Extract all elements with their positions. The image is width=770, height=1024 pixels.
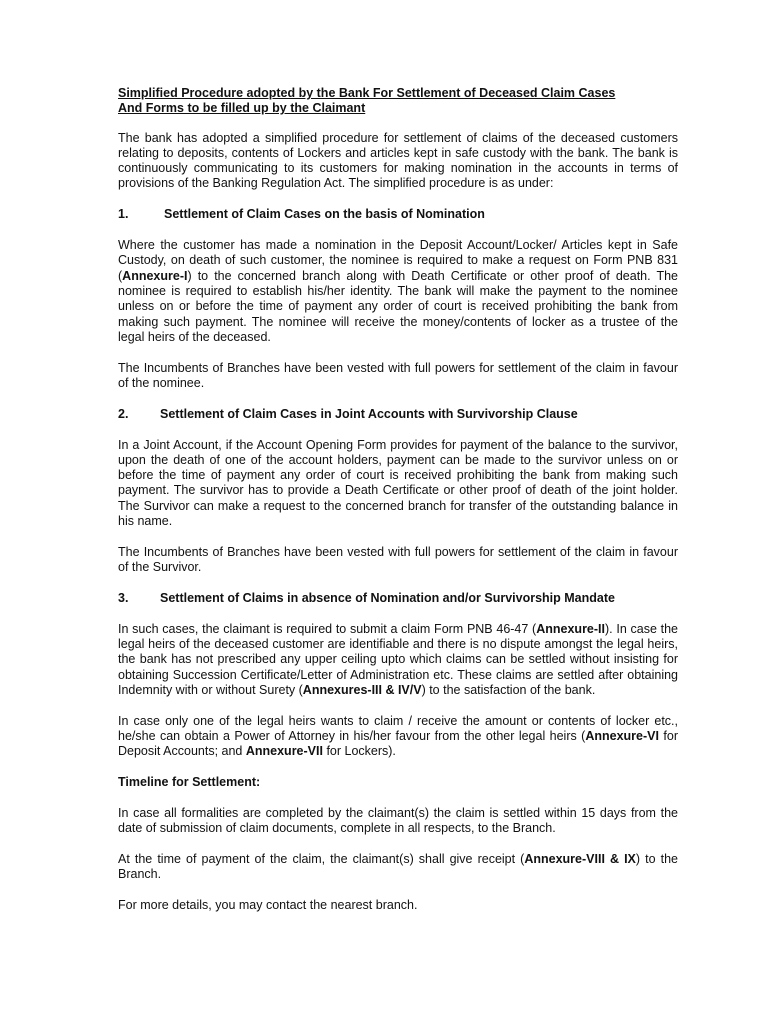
section-2-paragraph-2: The Incumbents of Branches have been vested with full powers for settlement of the claim in favour of the Survivor. [118, 544, 678, 575]
section-1-paragraph-2: The Incumbents of Branches have been vested with full powers for settlement of the claim in favour of the nominee. [118, 360, 678, 390]
title-spacer [118, 117, 678, 131]
section-1-title: Settlement of Claim Cases on the basis of Nomination [164, 207, 485, 222]
section-3-paragraph-1: In such cases, the claimant is required to submit a claim Form PNB 46-47 (Annexure-II). In case the legal heirs of the deceased customer are identifiable and there is no dispute amongst the legal heirs, the bank has not prescribed any upper ceiling upto which claims can be settled without insisting for obtaining Succession Certificate/Letter of Administration etc. These claims are settled after obtaining Indemnity with or without Surety (Annexures-III & IV/V) to the satisfaction of the bank. [118, 621, 679, 697]
timeline-heading [118, 775, 678, 790]
section-2-title: Settlement of Claim Cases in Joint Accounts with Survivorship Clause [160, 406, 578, 421]
section-3-paragraph-2: In case only one of the legal heirs wants to claim / receive the amount or contents of locker etc., he/she can obtain a Power of Attorney in his/her favour from the other legal heirs (Annexure-VI for Deposit Accounts; and Annexure-VII for Lockers). [118, 713, 678, 759]
section-1-heading [118, 207, 678, 222]
section-2-number: 2. [118, 406, 129, 421]
section-3-title: Settlement of Claims in absence of Nomination and/or Survivorship Mandate [160, 590, 615, 605]
title-line-1: Simplified Procedure adopted by the Bank For Settlement of Deceased Claim Cases [118, 86, 616, 100]
section-2-paragraph-1: In a Joint Account, if the Account Opening Form provides for payment of the balance to the survivor, upon the death of one of the account holders, payment can be made to the survivor unless on or before the time of payment any order of court is received prohibiting the bank from making such payment. The survivor has to provide a Death Certificate or other proof of death of the joint holder. The Survivor can make a request to the concerned branch for transfer of the outstanding balance in his name. [118, 437, 678, 529]
annexure-ii-ref: Annexure-II [536, 621, 605, 636]
timeline-paragraph-3: For more details, you may contact the nearest branch. [118, 898, 418, 913]
annexure-iii-iv-v-ref: Annexures-III & IV/V [302, 682, 422, 697]
section-3-heading [118, 591, 678, 606]
document-title [118, 86, 678, 117]
timeline-paragraph-1: In case all formalities are completed by the claimant(s) the claim is settled within 15 days from the date of submission of claim documents, complete in all respects, to the Branch. [118, 805, 678, 836]
timeline-paragraph-2: At the time of payment of the claim, the claimant(s) shall give receipt (Annexure-VIII & IX) to the Branch. [118, 851, 679, 882]
timeline-title: Timeline for Settlement: [118, 775, 261, 790]
section-3-number: 3. [118, 590, 129, 605]
annexure-vii-ref: Annexure-VII [245, 744, 323, 759]
title-line-2: And Forms to be filled up by the Claimant [118, 101, 366, 116]
annexure-vi-ref: Annexure-VI [585, 729, 659, 743]
intro-paragraph: The bank has adopted a simplified procedure for settlement of claims of the deceased customers relating to deposits, contents of Lockers and articles kept in safe custody with the bank. The bank is continuously communicating to its customers for making nomination in the accounts in terms of provisions of the Banking Regulation Act. The simplified procedure is as under: [118, 130, 678, 191]
section-1-paragraph-1: Where the customer has made a nomination in the Deposit Account/Locker/ Articles kept in Safe Custody, on death of such customer, the nominee is required to make a request on Form PNB 831 (Annexure-I) to the concerned branch along with Death Certificate or other proof of death. The nominee is required to establish his/her identity. The bank will make the payment to the nominee unless on or before the time of payment any order of court is received prohibiting the bank from making such payment. The nominee will receive the money/contents of locker as a trustee of the legal heirs of the deceased. [118, 238, 678, 344]
section-2-heading [118, 407, 678, 422]
section-1-number: 1. [118, 207, 129, 222]
document-page [118, 86, 678, 929]
annexure-viii-ix-ref: Annexure-VIII & IX [524, 851, 636, 866]
annexure-i-ref: Annexure-I [122, 268, 188, 283]
